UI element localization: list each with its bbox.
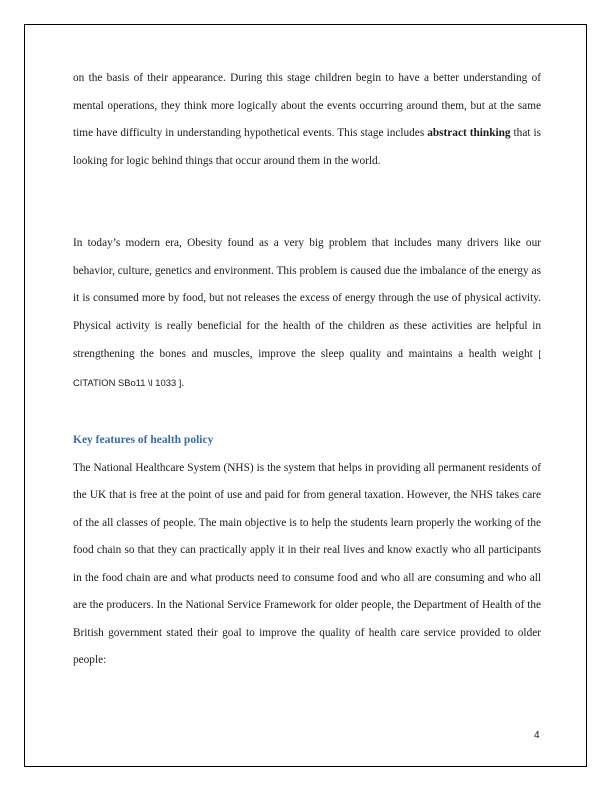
paragraph-text: . [181,376,185,389]
paragraph-text: The National Healthcare System (NHS) is the system that helps in providing all permanent residents of the UK that is free at the point of use and paid for from general taxation. However, the NHS takes care of the all classes of people. The main objective is to help the students learn properly the working of the food chain so that they can practically apply it in their real lives and know exactly who all participants in the food chain are and what products need to consume food and who all are consuming and who all are the producers. In the National Service Framework for older people, the Department of Health of the British government stated their goal to improve the quality of health care service provided to older people: [73,461,541,666]
document-body [73,65,541,675]
bold-term: abstract thinking [427,127,511,139]
paragraph-nhs [73,455,541,675]
paragraph-text: that is looking for logic behind things that occur around them in the world. [73,127,542,167]
section-heading: Key features of health policy [73,434,214,446]
paragraph-text: on the basis of their appearance. During this stage children begin to have a better understanding of mental operations, they think more logically about the events occurring around them, but at the same time have difficulty in understanding hypothetical events. This stage includes [73,72,541,139]
page-number: 4 [534,730,540,741]
paragraph-text: In today’s modern era, Obesity found as a very big problem that includes many drivers like our behavior, culture, genetics and environment. This problem is caused due the imbalance of the energy as it is consumed more by food, but not releases the excess of energy through the use of physical activity. Physical activity is really beneficial for the health of the children as these activities are helpful in strengthening the bones and muscles, improve the sleep quality and maintains a health weight [73,237,541,360]
citation-field[interactable]: [ CITATION SBo11 \l 1033 ] [73,348,541,388]
paragraph-obesity [73,230,541,397]
paragraph-cognitive-stage [73,65,541,175]
